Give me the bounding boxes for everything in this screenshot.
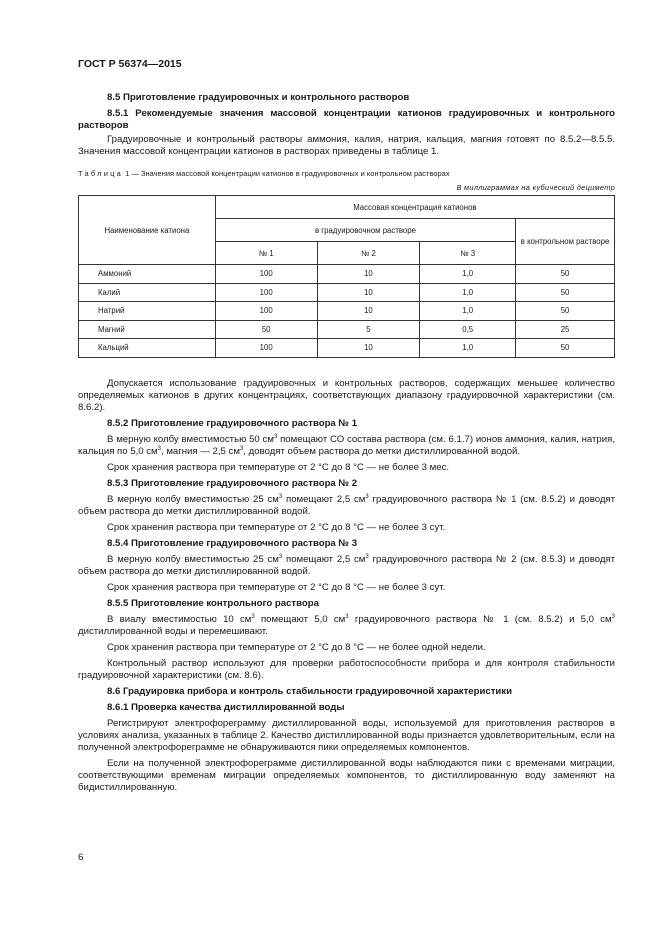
cell-control: 50	[516, 302, 615, 321]
document-page	[78, 58, 615, 794]
text-run: дистиллированной воды и перемешивают.	[78, 625, 268, 637]
paragraph-8-5-1: Градуировочные и контрольный растворы аммония, калия, натрия, кальция, магния готовят по 8.5.2—8.5.5. Значения массовой концентрации катионов в растворах приведены в таблице 1.	[78, 134, 615, 157]
header-mass-concentration: Массовая концентрация катионов	[215, 196, 614, 219]
page-number: 6	[78, 852, 84, 863]
header-calibration-solution: в градуировочном растворе	[215, 219, 515, 242]
cell-value-3: 0,5	[420, 320, 516, 339]
cell-control: 50	[516, 265, 615, 284]
cell-name: Кальций	[79, 339, 216, 358]
cell-value-2: 10	[317, 265, 420, 284]
superscript: 3	[278, 553, 283, 560]
cell-control: 50	[516, 339, 615, 358]
cell-value-3: 1,0	[420, 339, 516, 358]
cell-value-1: 100	[215, 283, 317, 302]
cell-value-3: 1,0	[420, 283, 516, 302]
paragraph-8-6-1-b: Если на полученной электрофореграмме дистиллированной воды наблюдаются пики с временами миграции, соответствующими временам миграции определяемых компонентов, то дистиллированную воду заменяют на бидистиллированную.	[78, 757, 615, 793]
superscript: 3	[365, 493, 369, 500]
cell-value-1: 100	[215, 265, 317, 284]
cell-name: Калий	[79, 283, 216, 302]
superscript: 3	[611, 613, 615, 620]
table-row	[79, 320, 615, 339]
table-row	[79, 283, 615, 302]
cell-value-2: 10	[317, 302, 420, 321]
paragraph-8-5-5-control: Контрольный раствор используют для проверки работоспособности прибора и для контроля стабильности градуировочной характеристики (см. 8.6).	[78, 657, 615, 681]
table-caption-text: 1 — Значения массовой концентрации катионов в градуировочных и контрольном растворах	[125, 169, 450, 178]
text-run: В мерную колбу вместимостью 25 см	[107, 493, 279, 505]
superscript: 3	[273, 433, 278, 440]
text-run: В мерную колбу вместимостью 25 см	[107, 553, 279, 565]
paragraph-8-5-5	[78, 614, 615, 638]
header-cation-name: Наименование катиона	[79, 196, 216, 265]
cell-control: 25	[516, 320, 615, 339]
text-run: градуировочного раствора № 1 (см. 8.5.2) и доводят объем раствора до метки дистиллированной водой.	[78, 493, 616, 517]
header-no-2: № 2	[317, 242, 420, 265]
superscript: 3	[365, 553, 369, 560]
text-run: , магния — 2,5 см	[161, 445, 240, 457]
table-unit: В миллиграммах на кубический дециметр	[456, 183, 615, 192]
section-8-5-3-heading: 8.5.3 Приготовление градуировочного раствора № 2	[107, 477, 358, 489]
cell-value-1: 100	[215, 339, 317, 358]
superscript: 3	[278, 493, 283, 500]
superscript: 3	[157, 445, 161, 452]
text-run: В виалу вместимостью 10 см	[107, 613, 252, 625]
text-run: градуировочного раствора № 1 (см. 8.5.2) и 5,0 см	[348, 613, 612, 625]
paragraph-8-6-1-a: Регистрируют электрофореграмму дистиллированной воды, используемой для приготовления растворов в условиях анализа, указанных в таблице 2. Качество дистиллированной воды признается удовлетворительным, если на полученной электрофореграмме не обнаруживаются пики определяемых компонентов.	[78, 717, 615, 753]
cell-name: Натрий	[79, 302, 216, 321]
section-8-5-2-heading: 8.5.2 Приготовление градуировочного раствора № 1	[107, 417, 358, 429]
section-8-6-heading: 8.6 Градуировка прибора и контроль стабильности градуировочной характеристики	[107, 685, 512, 697]
text-run: помещают 2,5 см	[282, 493, 366, 505]
cell-value-2: 10	[317, 283, 420, 302]
paragraph-8-5-2-storage: Срок хранения раствора при температуре от 2 °С до 8 °С — не более 3 мес.	[107, 461, 450, 473]
section-8-6-1-heading: 8.6.1 Проверка качества дистиллированной воды	[107, 701, 345, 713]
table-row	[79, 265, 615, 284]
superscript: 3	[251, 613, 255, 620]
paragraph-8-5-2	[78, 434, 615, 458]
cell-value-2: 5	[317, 320, 420, 339]
cell-value-3: 1,0	[420, 265, 516, 284]
text-run: , доводят объем раствора до метки дистиллированной водой.	[243, 445, 521, 457]
section-8-5-1-heading: 8.5.1 Рекомендуемые значения массовой концентрации катионов градуировочных и контрольного растворов	[78, 108, 615, 131]
cell-control: 50	[516, 283, 615, 302]
header-no-1: № 1	[215, 242, 317, 265]
table-row	[79, 339, 615, 358]
section-8-5-4-heading: 8.5.4 Приготовление градуировочного раствора № 3	[107, 537, 358, 549]
paragraph-8-5-3	[78, 494, 615, 518]
paragraph-8-5-4	[78, 554, 615, 578]
table-caption	[78, 169, 615, 178]
header-control-solution: в контрольном растворе	[516, 219, 615, 265]
section-8-5-heading: 8.5 Приготовление градуировочных и контрольного растворов	[107, 92, 410, 103]
section-8-5-5-heading: 8.5.5 Приготовление контрольного раствора	[107, 597, 319, 609]
table-row	[79, 302, 615, 321]
text-run: помещают 5,0 см	[254, 613, 346, 625]
superscript: 3	[239, 445, 244, 452]
text-run: В мерную колбу вместимостью 50 см	[107, 433, 274, 445]
paragraph-8-5-5-storage: Срок хранения раствора при температуре от 2 °С до 8 °С — не более одной недели.	[107, 641, 486, 653]
text-run: градуировочного раствора № 2 (см. 8.5.3) и доводят объем раствора до метки дистиллированной водой.	[78, 553, 616, 577]
cell-name: Аммоний	[79, 265, 216, 284]
paragraph-8-5-4-storage: Срок хранения раствора при температуре от 2 °С до 8 °С — не более 3 сут.	[107, 581, 446, 593]
cell-name: Магний	[79, 320, 216, 339]
text-run: помещают 2,5 см	[282, 553, 366, 565]
text-run: помещают СО состава раствора (см. 6.1.7) ионов аммония, калия, натрия, кальция по 5,0 см	[78, 433, 615, 457]
cell-value-3: 1,0	[420, 302, 516, 321]
paragraph-allowance: Допускается использование градуировочных и контрольных растворов, содержащих меньшее количество определяемых катионов в других концентрациях, соответствующих диапазону градуировочной характеристики (см. 8.6.2).	[78, 377, 615, 413]
table-caption-word: Таблица	[78, 169, 124, 178]
paragraph-8-5-3-storage: Срок хранения раствора при температуре от 2 °С до 8 °С — не более 3 сут.	[107, 521, 446, 533]
concentration-table	[78, 195, 615, 358]
cell-value-1: 50	[215, 320, 317, 339]
header-no-3: № 3	[420, 242, 516, 265]
cell-value-2: 10	[317, 339, 420, 358]
cell-value-1: 100	[215, 302, 317, 321]
document-header: ГОСТ Р 56374—2015	[78, 58, 182, 70]
superscript: 3	[345, 613, 349, 620]
